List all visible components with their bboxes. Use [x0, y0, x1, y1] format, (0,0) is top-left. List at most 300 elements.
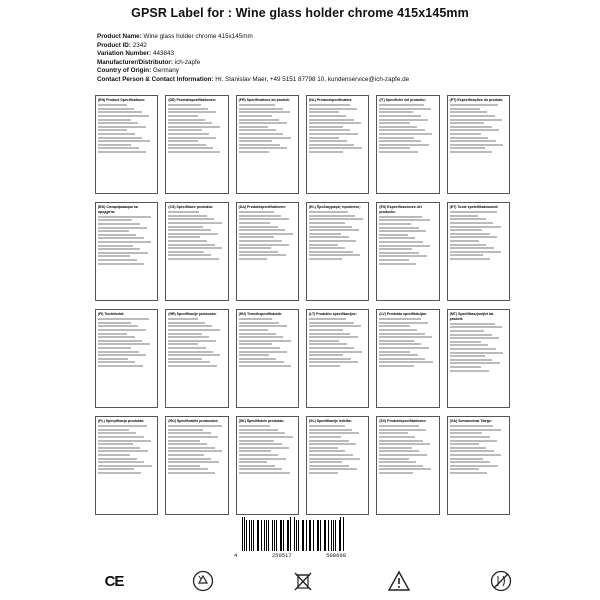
- spec-section-line: [98, 241, 151, 243]
- spec-section-line: [168, 236, 200, 238]
- spec-section-line: [379, 458, 408, 460]
- spec-section-line: [239, 447, 289, 449]
- spec-section-line: [379, 133, 432, 135]
- barcode-bar: [303, 520, 304, 551]
- spec-section-line: [239, 258, 268, 260]
- spec-section-line: [168, 140, 198, 142]
- spec-section-line: [450, 468, 480, 470]
- spec-section-line: [168, 450, 222, 452]
- info-value: ich-zapfe: [174, 58, 201, 66]
- spec-section-line: [239, 222, 271, 224]
- spec-section-line: [309, 432, 359, 434]
- spec-section-line: [309, 347, 354, 349]
- spec-section-line: [379, 354, 417, 356]
- spec-section-line: [379, 259, 408, 261]
- spec-section-line: [168, 254, 211, 256]
- spec-section-line: [309, 104, 350, 106]
- spec-section-line: [239, 347, 280, 349]
- spec-section-line: [379, 361, 432, 363]
- spec-section-line: [239, 440, 275, 442]
- spec-section-line: [379, 227, 419, 229]
- spec-section-line: [239, 151, 269, 153]
- spec-section-line: [98, 147, 139, 149]
- spec-section-line: [168, 147, 213, 149]
- barcode-right-digits: 508698: [326, 552, 346, 559]
- spec-section-line: [239, 111, 291, 113]
- spec-section-line: [450, 140, 496, 142]
- spec-section-line: [239, 233, 293, 235]
- spec-section-heading: (HU) Termékspecifikációk:: [238, 312, 283, 316]
- spec-section-line: [168, 333, 201, 335]
- spec-section-line: [450, 126, 492, 128]
- spec-section: [376, 95, 439, 194]
- spec-section-line: [98, 119, 131, 121]
- spec-section-line: [379, 429, 426, 431]
- barcode-bar: [276, 520, 277, 551]
- spec-section-line: [450, 362, 500, 364]
- spec-section-line: [379, 241, 423, 243]
- spec-section-line: [98, 454, 130, 456]
- spec-section-line: [379, 450, 419, 452]
- spec-section-line: [309, 126, 343, 128]
- spec-section-heading: (FI) Tuotetiedot:: [98, 312, 125, 316]
- spec-section-line: [98, 461, 144, 463]
- spec-section-line: [168, 144, 205, 146]
- info-row: [97, 59, 567, 68]
- spec-section-line: [450, 108, 480, 110]
- spec-section-line: [168, 440, 200, 442]
- spec-section-line: [239, 247, 271, 249]
- barcode-bar: [328, 520, 329, 551]
- spec-section-line: [309, 425, 345, 427]
- spec-section-line: [309, 251, 353, 253]
- barcode: [234, 520, 346, 560]
- spec-section-line: [239, 119, 280, 121]
- spec-section-line: [98, 126, 146, 128]
- barcode-prefix: 4: [234, 552, 238, 559]
- spec-section-line: [379, 351, 410, 353]
- spec-section-line: [168, 258, 218, 260]
- spec-section-line: [450, 258, 491, 260]
- spec-section-line: [98, 443, 133, 445]
- spec-section-line: [309, 354, 343, 356]
- spec-section-line: [239, 436, 293, 438]
- info-value: 2342: [132, 41, 147, 49]
- spec-section-line: [168, 133, 209, 135]
- spec-section-line: [379, 263, 416, 265]
- spec-section-line: [98, 365, 143, 367]
- spec-section-line: [309, 222, 345, 224]
- spec-section-line: [168, 429, 203, 431]
- spec-section-line: [98, 468, 134, 470]
- barcode-bar: [261, 520, 262, 551]
- spec-section-line: [239, 454, 279, 456]
- spec-section-line: [309, 233, 341, 235]
- spec-section-heading: (LT) Produkto specifikacijos:: [308, 312, 357, 316]
- spec-section-line: [379, 454, 427, 456]
- spec-section-line: [379, 318, 420, 320]
- spec-section-line: [309, 468, 357, 470]
- spec-section-line: [309, 458, 360, 460]
- spec-section-line: [168, 343, 198, 345]
- spec-section-line: [239, 236, 275, 238]
- spec-section-line: [98, 140, 150, 142]
- spec-section-line: [98, 436, 144, 438]
- spec-section-line: [168, 244, 214, 246]
- spec-section-line: [239, 458, 286, 460]
- spec-section-line: [309, 229, 359, 231]
- barcode-bar: [313, 520, 314, 551]
- spec-section-heading: (SV) Produktspecifikationer:: [379, 419, 427, 423]
- info-row: [97, 42, 567, 51]
- spec-section-line: [450, 326, 503, 328]
- spec-section-line: [239, 254, 286, 256]
- barcode-numbers: [234, 552, 346, 559]
- spec-section-line: [239, 108, 283, 110]
- spec-section-line: [239, 144, 280, 146]
- spec-section-line: [379, 447, 412, 449]
- spec-section-line: [309, 240, 356, 242]
- info-value: Germany: [152, 67, 179, 75]
- spec-section-line: [450, 461, 491, 463]
- spec-section-line: [309, 147, 362, 149]
- spec-section-line: [239, 354, 269, 356]
- spec-section-line: [98, 472, 141, 474]
- spec-section-line: [98, 137, 142, 139]
- spec-section-line: [98, 255, 130, 257]
- spec-section-line: [98, 111, 142, 113]
- spec-section-line: [168, 336, 209, 338]
- spec-section-line: [309, 133, 358, 135]
- spec-section-line: [450, 355, 485, 357]
- spec-section-line: [168, 226, 203, 228]
- spec-section-line: [239, 104, 276, 106]
- spec-section-line: [98, 440, 151, 442]
- barcode-bar: [249, 520, 250, 551]
- spec-section-line: [309, 129, 350, 131]
- no-food-icon: [490, 570, 512, 592]
- spec-section: [165, 202, 228, 301]
- spec-section-line: [98, 259, 137, 261]
- spec-section-heading: (PT) Especificações do produto:: [449, 98, 504, 102]
- spec-section-line: [239, 126, 269, 128]
- warning-triangle-icon: [388, 570, 410, 592]
- spec-section-line: [309, 137, 339, 139]
- spec-section-line: [168, 129, 201, 131]
- spec-section-line: [239, 240, 282, 242]
- spec-section-line: [98, 122, 138, 124]
- spec-section-line: [168, 151, 220, 153]
- spec-section-line: [98, 329, 146, 331]
- spec-section-line: [98, 216, 151, 218]
- spec-section-line: [450, 458, 483, 460]
- spec-section-line: [168, 425, 221, 427]
- spec-section-line: [450, 236, 498, 238]
- spec-section-line: [168, 126, 220, 128]
- spec-section-line: [450, 147, 485, 149]
- spec-section: [306, 95, 369, 194]
- spec-section-line: [379, 329, 417, 331]
- spec-section-line: [309, 218, 363, 220]
- specifications-grid: [95, 95, 510, 515]
- spec-section-line: [450, 429, 501, 431]
- spec-section-line: [239, 358, 277, 360]
- spec-section-line: [98, 108, 134, 110]
- spec-section-heading: (LV) Produkta specifikācijas:: [379, 312, 427, 316]
- spec-section-line: [379, 115, 420, 117]
- spec-section-line: [239, 129, 276, 131]
- spec-section-heading: (PL) Specyfikacja produktu:: [98, 419, 145, 423]
- spec-section-line: [379, 140, 421, 142]
- ce-mark-icon: CE: [104, 572, 124, 590]
- spec-section-heading: (BG) Спецификации на продукта:: [98, 205, 138, 214]
- spec-section-line: [309, 151, 343, 153]
- spec-section-line: [98, 219, 132, 221]
- spec-section-line: [239, 140, 273, 142]
- spec-section-line: [309, 436, 341, 438]
- spec-section-line: [168, 229, 210, 231]
- spec-section: [95, 95, 158, 194]
- spec-section-line: [98, 133, 135, 135]
- spec-section-line: [168, 104, 201, 106]
- spec-section-line: [379, 343, 421, 345]
- spec-section-line: [98, 358, 128, 360]
- spec-section-line: [309, 211, 348, 213]
- spec-section-line: [450, 334, 492, 336]
- spec-section-line: [239, 425, 271, 427]
- spec-section-line: [239, 211, 274, 213]
- spec-section-line: [450, 344, 488, 346]
- spec-section-line: [379, 147, 410, 149]
- spec-section-line: [309, 329, 343, 331]
- spec-section-line: [168, 211, 199, 213]
- barcode-bar: [333, 520, 334, 551]
- spec-section-line: [450, 229, 483, 231]
- spec-section-line: [450, 359, 492, 361]
- spec-section-line: [379, 151, 417, 153]
- recycle-icon: [192, 570, 214, 592]
- spec-section-line: [309, 333, 350, 335]
- spec-section-line: [309, 447, 338, 449]
- spec-section-line: [309, 247, 345, 249]
- spec-section-line: [168, 358, 202, 360]
- spec-section-line: [450, 215, 479, 217]
- spec-section-line: [309, 325, 361, 327]
- spec-section-line: [379, 255, 427, 257]
- spec-section-line: [239, 115, 272, 117]
- spec-section-line: [309, 254, 360, 256]
- info-label: Product ID:: [97, 41, 131, 49]
- barcode-bar: [242, 517, 243, 551]
- spec-section-line: [450, 352, 503, 354]
- spec-section-line: [450, 122, 484, 124]
- spec-section-line: [98, 227, 147, 229]
- spec-section-line: [379, 104, 424, 106]
- spec-section-heading: (SL) Specifikacije izdelka:: [308, 419, 352, 423]
- spec-section-line: [379, 237, 415, 239]
- spec-section-line: [98, 458, 137, 460]
- spec-section-heading: (GA) Sonraíochtaí Táirge:: [449, 419, 493, 423]
- spec-section: [376, 309, 439, 408]
- spec-section: [236, 309, 299, 408]
- spec-section-line: [450, 370, 489, 372]
- spec-section-line: [98, 230, 129, 232]
- spec-section-line: [239, 329, 269, 331]
- spec-section-line: [450, 226, 501, 228]
- spec-section-line: [239, 322, 280, 324]
- spec-section-line: [450, 111, 488, 113]
- spec-section-line: [379, 245, 430, 247]
- info-row: [97, 67, 567, 76]
- spec-section-line: [450, 447, 487, 449]
- spec-section: [165, 309, 228, 408]
- spec-section-line: [450, 244, 487, 246]
- spec-section-line: [309, 429, 352, 431]
- spec-section-line: [98, 318, 149, 320]
- spec-section-line: [309, 440, 349, 442]
- spec-section-line: [168, 119, 205, 121]
- spec-section-line: [450, 254, 483, 256]
- spec-section: [376, 416, 439, 515]
- spec-section-line: [309, 144, 354, 146]
- barcode-bar: [296, 520, 297, 551]
- spec-section-line: [450, 450, 494, 452]
- spec-section-line: [450, 348, 496, 350]
- spec-section-line: [450, 119, 503, 121]
- info-label: Manufacturer/Distributor:: [97, 58, 173, 66]
- spec-section-line: [239, 351, 288, 353]
- spec-section-heading: (CS) Specifikace produktu:: [168, 205, 214, 209]
- spec-section-line: [379, 122, 409, 124]
- info-label: Country of Origin:: [97, 67, 152, 75]
- spec-section: [306, 202, 369, 301]
- spec-section-line: [239, 226, 278, 228]
- spec-section-line: [168, 454, 204, 456]
- spec-section-line: [450, 454, 502, 456]
- spec-section-line: [379, 216, 422, 218]
- spec-section-line: [98, 340, 142, 342]
- spec-section-line: [168, 354, 220, 356]
- page-title: GPSR Label for : Wine glass holder chrome 415x145mm: [131, 6, 469, 20]
- spec-section-line: [98, 252, 148, 254]
- spec-section-line: [450, 222, 494, 224]
- info-row: [97, 76, 567, 85]
- spec-section: [447, 416, 510, 515]
- spec-section-line: [379, 347, 428, 349]
- spec-section-line: [450, 443, 479, 445]
- spec-section-line: [98, 115, 149, 117]
- spec-section-line: [309, 361, 358, 363]
- spec-section-line: [450, 425, 494, 427]
- spec-section-line: [379, 126, 417, 128]
- spec-section-line: [379, 443, 430, 445]
- spec-section-line: [309, 258, 342, 260]
- spec-section-line: [98, 354, 146, 356]
- spec-section-line: [98, 104, 127, 106]
- spec-section-line: [379, 119, 428, 121]
- spec-section-line: [450, 137, 488, 139]
- spec-section-line: [309, 450, 345, 452]
- spec-section-line: [168, 122, 212, 124]
- spec-section-line: [239, 218, 289, 220]
- spec-section-line: [168, 365, 217, 367]
- spec-section-line: [98, 361, 135, 363]
- spec-section-line: [379, 440, 423, 442]
- spec-section-line: [168, 251, 204, 253]
- spec-section-line: [450, 436, 490, 438]
- spec-section-line: [168, 340, 216, 342]
- spec-section-heading: (DA) Produktspecifikationer:: [238, 205, 287, 209]
- spec-section: [447, 202, 510, 301]
- spec-section: [306, 416, 369, 515]
- spec-section-line: [379, 252, 419, 254]
- spec-section-line: [98, 351, 139, 353]
- spec-section-line: [239, 147, 288, 149]
- spec-section-line: [239, 244, 289, 246]
- spec-section-line: [98, 429, 129, 431]
- spec-section-line: [98, 447, 140, 449]
- spec-section-line: [168, 347, 205, 349]
- spec-section-line: [450, 251, 502, 253]
- spec-section-line: [98, 129, 127, 131]
- spec-section-line: [168, 108, 208, 110]
- spec-section-line: [239, 365, 292, 367]
- spec-section-line: [239, 318, 272, 320]
- spec-section-line: [239, 468, 283, 470]
- spec-section-line: [309, 351, 362, 353]
- info-row: [97, 33, 567, 42]
- spec-section-line: [450, 337, 499, 339]
- spec-section-line: [379, 248, 412, 250]
- spec-section-line: [168, 468, 208, 470]
- spec-section-line: [450, 233, 490, 235]
- spec-section-line: [450, 211, 497, 213]
- spec-section-line: [98, 336, 135, 338]
- spec-section-line: [98, 248, 140, 250]
- spec-section-line: [168, 458, 211, 460]
- info-value: Wine glass holder chrome 415x145mm: [143, 33, 253, 40]
- spec-section: [165, 416, 228, 515]
- info-row: [97, 50, 567, 59]
- spec-section-line: [450, 240, 479, 242]
- spec-section-line: [98, 151, 146, 153]
- spec-section-line: [239, 461, 268, 463]
- spec-section-line: [379, 358, 425, 360]
- info-label: Variation Number:: [97, 50, 152, 58]
- spec-section-line: [379, 219, 429, 221]
- spec-section-line: [379, 322, 428, 324]
- spec-section-line: [379, 108, 431, 110]
- spec-section-line: [168, 240, 207, 242]
- spec-section-line: [168, 115, 197, 117]
- spec-section-line: [450, 144, 503, 146]
- barcode-bar: [310, 520, 311, 551]
- spec-section-line: [309, 215, 355, 217]
- spec-section-line: [168, 247, 222, 249]
- spec-section-line: [309, 226, 352, 228]
- spec-section-line: [239, 340, 291, 342]
- spec-section-line: [168, 329, 220, 331]
- spec-section-line: [168, 218, 214, 220]
- barcode-bar: [283, 520, 284, 551]
- spec-section-line: [379, 425, 419, 427]
- spec-section-line: [239, 336, 284, 338]
- spec-section-line: [98, 450, 148, 452]
- spec-section-line: [239, 472, 290, 474]
- info-label: Product Name:: [97, 33, 142, 40]
- spec-section-line: [168, 447, 214, 449]
- info-value: Hr. Stanislav Maer, +49 5151 87798 10, kundenservice@ich-zapfe.de: [215, 75, 410, 83]
